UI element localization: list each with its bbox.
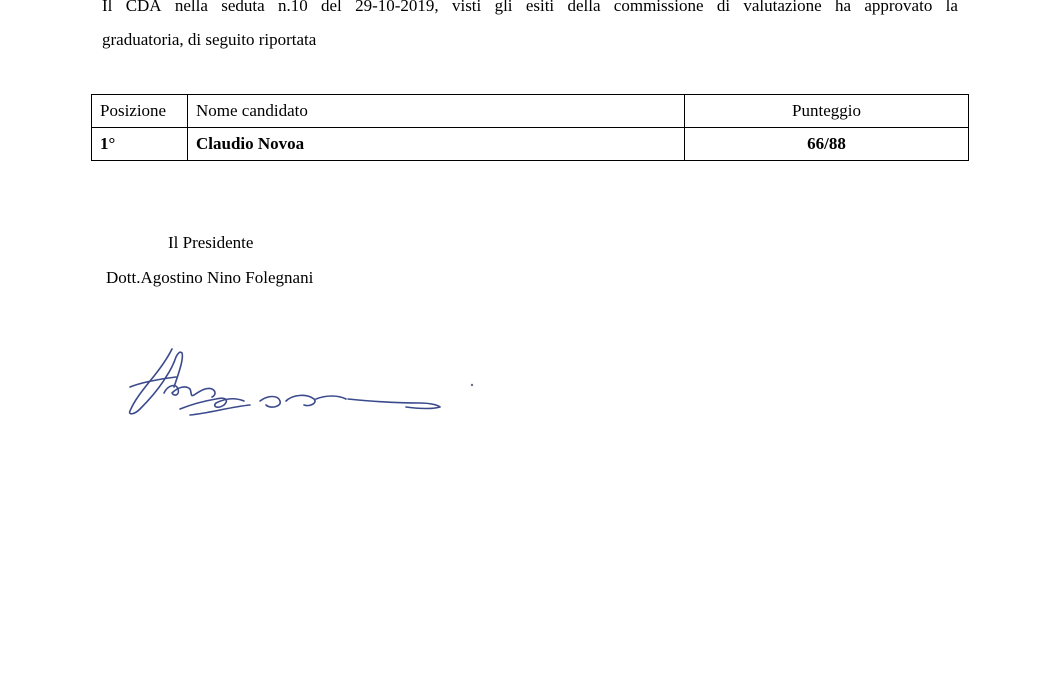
- intro-word: n.10: [277, 0, 308, 15]
- intro-word: visti: [451, 0, 482, 15]
- intro-word: la: [945, 0, 958, 15]
- intro-line-1: [102, 0, 958, 23]
- table-header-row: [92, 95, 969, 128]
- intro-word: 29-10-2019,: [355, 0, 439, 15]
- intro-word: valutazione: [743, 0, 822, 15]
- intro-word: nella: [174, 0, 208, 15]
- intro-word: approvato: [864, 0, 933, 15]
- ranking-table: [91, 94, 969, 161]
- intro-word: Il: [102, 0, 113, 15]
- president-name: Dott.Agostino Nino Folegnani: [106, 268, 314, 287]
- cell-name: Claudio Novoa: [188, 128, 685, 161]
- header-position: Posizione: [92, 95, 188, 128]
- header-score: Punteggio: [685, 95, 969, 128]
- intro-paragraph: [102, 0, 958, 57]
- cell-score: 66/88: [685, 128, 969, 161]
- president-title: Il Presidente: [168, 233, 254, 252]
- intro-word: ha: [835, 0, 852, 15]
- intro-word: del: [321, 0, 342, 15]
- intro-word: della: [567, 0, 601, 15]
- intro-word: CDA: [125, 0, 162, 15]
- intro-word: di: [716, 0, 731, 15]
- intro-word: gli: [494, 0, 513, 15]
- handwritten-signature: [120, 335, 480, 425]
- intro-word: commissione: [613, 0, 704, 15]
- header-name: Nome candidato: [188, 95, 685, 128]
- intro-word: seduta: [221, 0, 265, 15]
- intro-word: esiti: [525, 0, 555, 15]
- intro-line-2: graduatoria, di seguito riportata: [102, 30, 317, 49]
- signature-dot: [471, 384, 473, 386]
- table-row: [92, 128, 969, 161]
- cell-position: 1°: [92, 128, 188, 161]
